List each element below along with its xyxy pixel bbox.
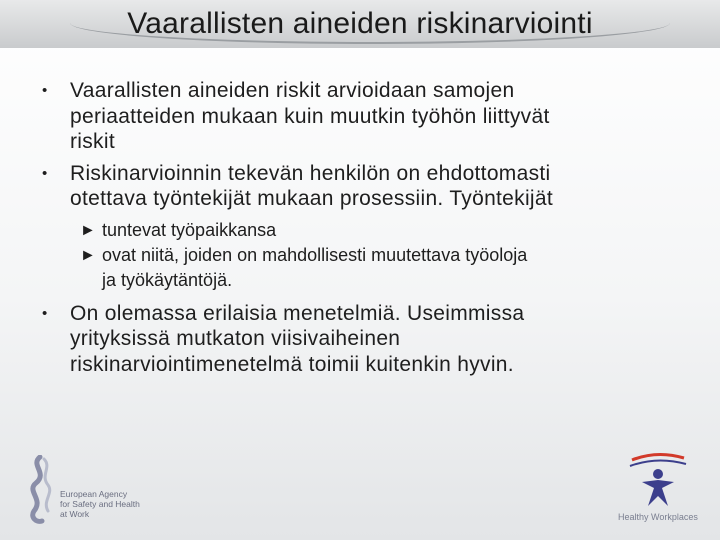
eu-osha-name <box>60 489 140 519</box>
bullet-marker: • <box>42 304 48 322</box>
bullet-line: riskit <box>70 130 115 153</box>
bullet-item <box>42 301 702 378</box>
bullet-line: yrityksissä mutkaton viisivaiheinen <box>70 327 401 350</box>
slide-content <box>42 78 702 377</box>
arrow-marker: ► <box>80 221 96 239</box>
eu-osha-logo <box>22 455 172 525</box>
logo-line: at Work <box>60 509 90 519</box>
logo-line: European Agency <box>60 489 128 499</box>
sub-item <box>42 218 702 243</box>
campaign-emblem-icon <box>612 448 712 512</box>
sub-line: tuntevat työpaikkansa <box>102 219 277 240</box>
agency-emblem-icon <box>22 455 62 525</box>
logo-line: for Safety and Health <box>60 499 140 509</box>
bullet-marker: • <box>42 164 48 182</box>
bullet-line: Riskinarvioinnin tekevän henkilön on ehdottomasti <box>70 161 551 185</box>
sub-line: ja työkäytäntöjä. <box>102 269 233 290</box>
bullet-line: On olemassa erilaisia menetelmiä. Useimmissa <box>70 301 525 325</box>
bullet-line: Vaarallisten aineiden riskit arvioidaan samojen <box>70 79 515 102</box>
healthy-workplaces-logo <box>612 448 712 530</box>
sub-line: ovat niitä, joiden on mahdollisesti muutettava työoloja <box>102 244 528 265</box>
campaign-name: Healthy Workplaces <box>618 512 698 522</box>
bullet-line: periaatteiden mukaan kuin muutkin työhön liittyvät <box>70 104 550 128</box>
sub-list <box>42 218 702 293</box>
bullet-line: riskinarviointimenetelmä toimii kuitenkin hyvin. <box>70 352 514 376</box>
bullet-item <box>42 161 702 212</box>
arrow-marker: ► <box>80 246 96 264</box>
bullet-line: otettava työntekijät mukaan prosessiin. Työntekijät <box>70 187 554 210</box>
bullet-item <box>42 78 702 155</box>
slide-title: Vaarallisten aineiden riskinarviointi <box>127 7 593 40</box>
sub-item <box>42 243 702 293</box>
bullet-marker: • <box>42 82 48 99</box>
